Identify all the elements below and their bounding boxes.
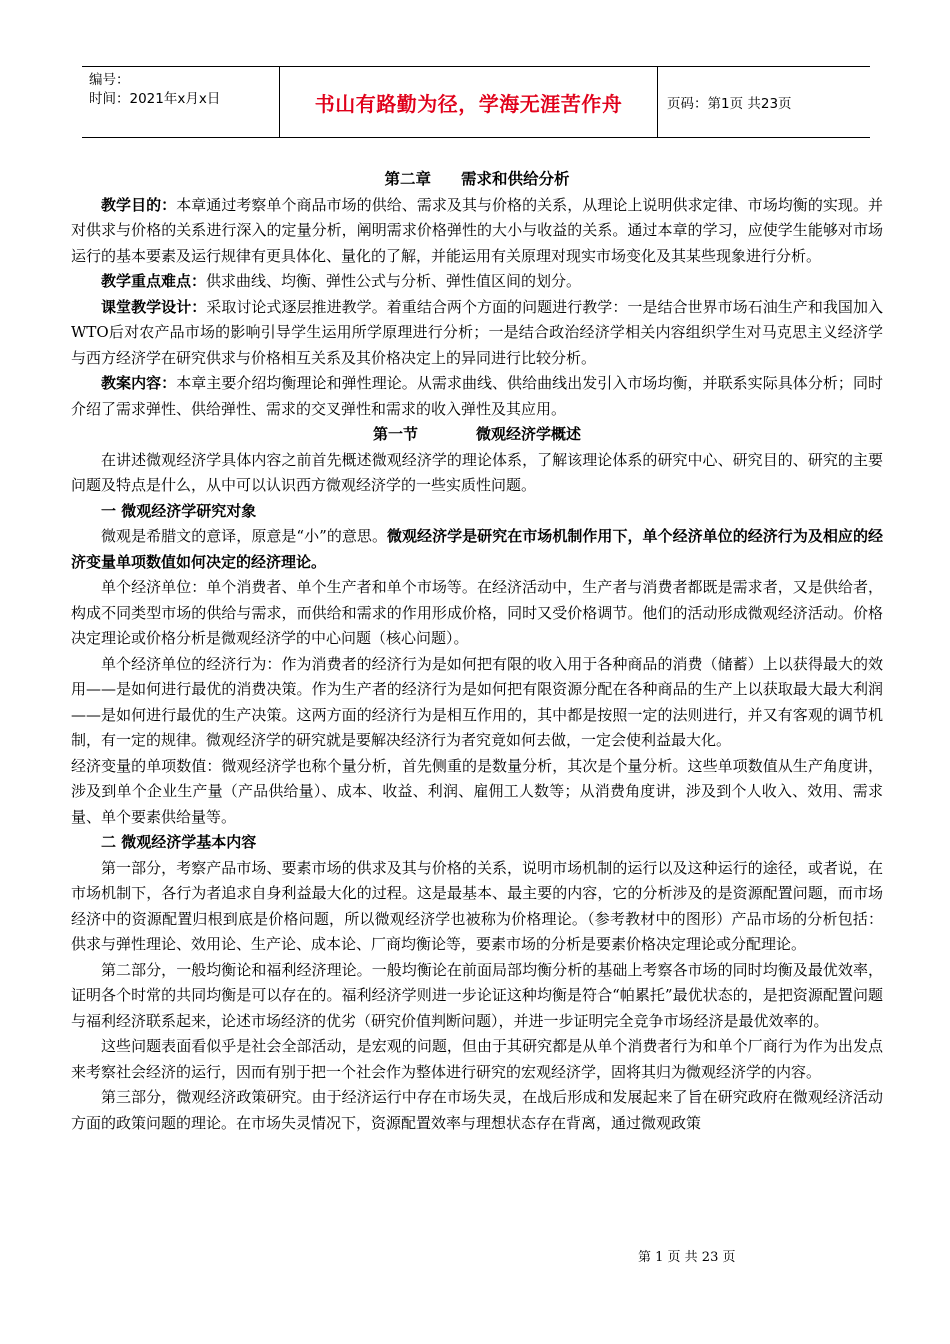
paragraph-economic-unit: 单个经济单位：单个消费者、单个生产者和单个市场等。在经济活动中，生产者与消费者都既是需求者，又是供给者，构成不同类型市场的供给与需求，而供给和需求的作用形成价格，同时又受价格调节。他们的活动形成微观经济活动。价格决定理论或价格分析是微观经济学的中心问题（核心问题）。 — [71, 578, 883, 647]
paragraph-part-three: 第三部分，微观经济政策研究。由于经济运行中存在市场失灵，在战后形成和发展起来了旨在研究政府在微观经济活动方面的政策问题的理论。在市场失灵情况下，资源配置效率与理想状态存在背离，通过微观政策 — [71, 1088, 883, 1132]
page-footer: 第 1 页 共 23 页 — [638, 1250, 736, 1265]
teaching-focus-text: 供求曲线、均衡、弹性公式与分析、弹性值区间的划分。 — [206, 272, 582, 290]
paragraph-part-two: 第二部分，一般均衡论和福利经济理论。一般均衡论在前面局部均衡分析的基础上考察各市场的同时均衡及最优效率，证明各个时常的共同均衡是可以存在的。福利经济学则进一步论证这种均衡是符合“帕累托”最优状态的，是把资源配置问题与福利经济联系起来，论述市场经济的优劣（研究价值判断问题），并进一步证明完全竞争市场经济是最优效率的。 — [71, 960, 883, 1030]
teaching-goal-label: 教学目的： — [101, 195, 177, 214]
number-label: 编号： — [89, 72, 130, 88]
subheading-basic-content: 二 微观经济学基本内容 — [101, 833, 257, 851]
chapter-title — [71, 166, 883, 192]
paragraph-economic-variables: 经济变量的单项数值：微观经济学也称个量分析，首先侧重的是数量分析，其次是个量分析。这些单项数值从生产角度讲，涉及到单个企业生产量（产品供给量）、成本、收益、利润、雇佣工人数等；从消费角度讲，涉及到个人收入、效用、需求量、单个要素供给量等。 — [71, 756, 883, 826]
section-name: 微观经济学概述 — [476, 425, 582, 443]
class-design-text: 采取讨论式逐层推进教学。着重结合两个方面的问题进行教学：一是结合世界市场石油生产和我国加入WTO后对农产品市场的影响引导学生运用所学原理进行分析；一是结合政治经济学相关内容组织学生对马克思主义经济学与西方经济学在研究供求与价格相互关系及其价格决定上的异同进行比较分析。 — [71, 297, 883, 367]
paragraph-macro-note: 这些问题表面看似乎是社会全部活动，是宏观的问题，但由于其研究都是从单个消费者行为和单个厂商行为作为出发点来考察社会经济的运行，因而有别于把一个社会作为整体进行研究的宏观经济学，固将其归为微观经济学的内容。 — [71, 1037, 883, 1081]
page-info: 页码：第1页 共23页 — [667, 96, 792, 112]
paragraph-definition — [71, 524, 883, 575]
teaching-goal — [71, 193, 883, 270]
header-motto-cell — [280, 67, 658, 137]
header-page-cell — [658, 67, 870, 137]
teaching-focus — [71, 269, 883, 295]
chapter-name: 需求和供给分析 — [461, 169, 570, 188]
chapter-number: 第二章 — [384, 169, 431, 188]
document-body — [71, 166, 883, 1136]
class-design — [71, 295, 883, 372]
teaching-goal-text: 本章通过考察单个商品市场的供给、需求及其与价格的关系，从理论上说明供求定律、市场均衡的实现。并对供求与价格的关系进行深入的定量分析，阐明需求价格弹性的大小与收益的关系。通过本章的学习，应使学生能够对市场运行的基本要素及运行规律有更具体化、量化的了解，并能运用有关原理对现实市场变化及其某些现象进行分析。 — [71, 195, 883, 265]
class-design-label: 课堂教学设计： — [101, 297, 207, 316]
paragraph-part-one: 第一部分，考察产品市场、要素市场的供求及其与价格的关系，说明市场机制的运行以及这种运行的途径，或者说，在市场机制下，各行为者追求自身利益最大化的过程。这是最基本、最主要的内容，它的分析涉及的是资源配置问题，而市场经济中的资源配置归根到底是价格问题，所以微观经济学也被称为价格理论。（参考教材中的图形）产品市场的分析包括：供求与弹性理论、效用论、生产论、成本论、厂商均衡论等，要素市场的分析是要素价格决定理论或分配理论。 — [71, 858, 883, 953]
paragraph-economic-behavior: 单个经济单位的经济行为：作为消费者的经济行为是如何把有限的收入用于各种商品的消费（储蓄）上以获得最大的效用——是如何进行最优的消费决策。作为生产者的经济行为是如何把有限资源分配在各种商品的生产上以获取最大最大利润——是如何进行最优的生产决策。这两方面的经济行为是相互作用的，其中都是按照一定的法则进行，并又有客观的调节机制，有一定的规律。微观经济学的研究就是要解决经济行为者究竟如何去做，一定会使利益最大化。 — [71, 654, 883, 749]
definition-intro: 微观是希腊文的意译，原意是“小”的意思。 — [101, 527, 387, 545]
subheading-research-object: 一 微观经济学研究对象 — [101, 501, 257, 520]
definition-bold: 微观经济学是研究在市场机制作用下，单个经济单位的经济行为及相应的经济变量单项数值如何决定的经济理论。 — [71, 527, 883, 571]
section-title — [71, 422, 883, 448]
lesson-content — [71, 371, 883, 422]
header-meta-cell — [82, 67, 280, 137]
lesson-content-text: 本章主要介绍均衡理论和弹性理论。从需求曲线、供给曲线出发引入市场均衡，并联系实际具体分析；同时介绍了需求弹性、供给弹性、需求的交叉弹性和需求的收入弹性及其应用。 — [71, 374, 883, 418]
section-number: 第一节 — [372, 425, 418, 443]
header-table — [82, 66, 870, 138]
section-intro: 在讲述微观经济学具体内容之前首先概述微观经济学的理论体系，了解该理论体系的研究中心、研究目的、研究的主要问题及特点是什么，从中可以认识西方微观经济学的一些实质性问题。 — [71, 450, 883, 494]
lesson-content-label: 教案内容： — [101, 374, 177, 392]
teaching-focus-label: 教学重点难点： — [101, 272, 207, 290]
time-label: 时间：2021年x月x日 — [89, 91, 221, 107]
motto-text: 书山有路勤为径，学海无涯苦作舟 — [314, 91, 623, 116]
